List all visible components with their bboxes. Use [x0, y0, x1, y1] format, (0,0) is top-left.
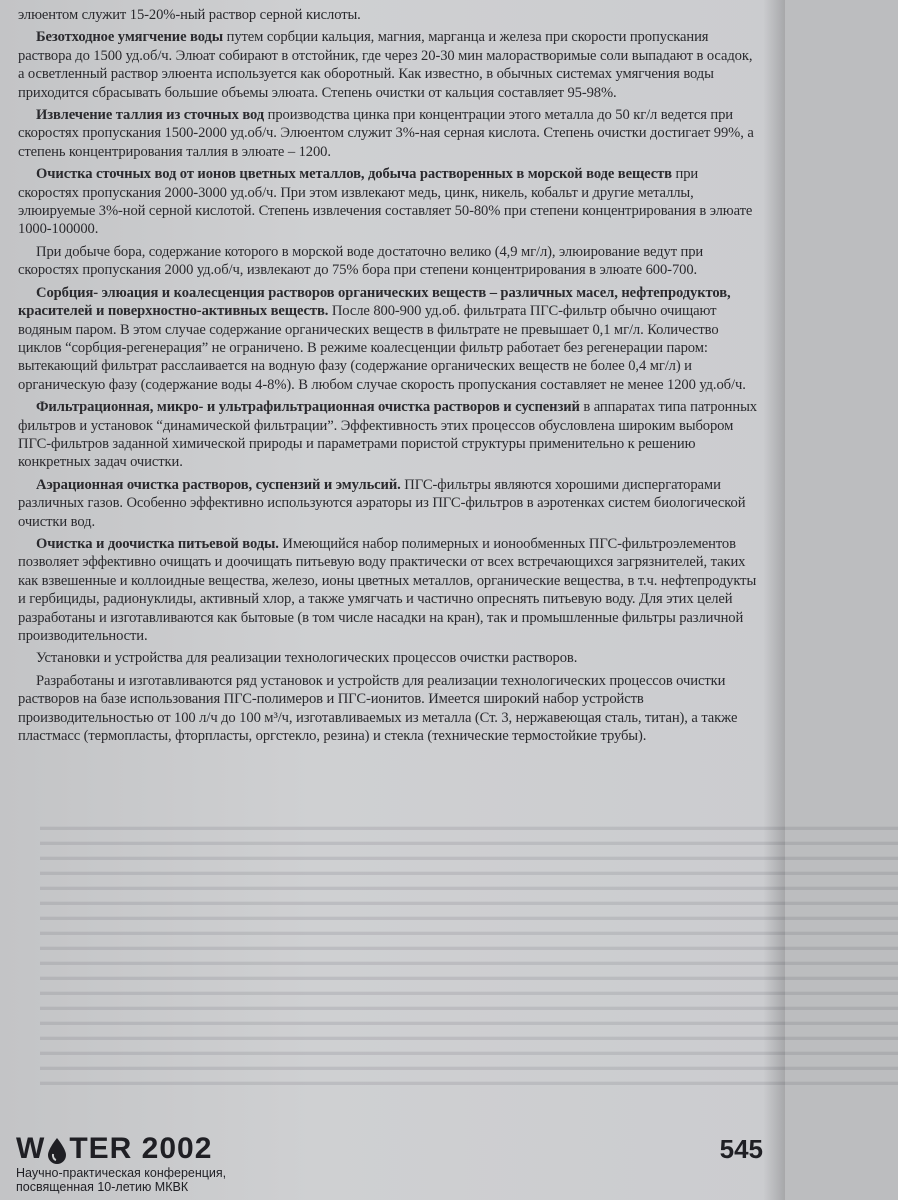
paragraph-text: Установки и устройства для реализации технологических процессов очистки растворов.: [36, 650, 578, 667]
paragraph-8: [18, 535, 760, 645]
paragraph-text: ПГС-фильтры являются хорошими диспергаторами различных газов. Особенно эффективно используются аэраторы из ПГС-фильтров в аэротенках систем биологической очистки вод.: [18, 476, 746, 530]
page-number: 545: [719, 1134, 763, 1164]
logo-letter-w: W: [16, 1132, 46, 1165]
paragraph-heading: Очистка сточных вод от ионов цветных металлов, добыча растворенных в морской воде веществ: [36, 166, 672, 183]
logo-wordmark-rest: TER 2002: [69, 1132, 213, 1165]
paragraph-0: [18, 6, 760, 24]
paragraph-heading: Очистка и доочистка питьевой воды.: [36, 535, 279, 552]
paragraph-text: Разработаны и изготавливаются ряд установок и устройств для реализации технологических процессов очистки растворов на базе использования ПГС-полимеров и ПГС-ионитов. Имеется широкий набор устройств производительностью от 100 л/ч до 100 м³/ч, изготавливаемых из металла (Ст. 3, нержавеющая сталь, титан), а также пластмасс (термопласты, фторпласты, оргстекло, резина) и стекла (технические термостойкие трубы).: [18, 672, 738, 745]
paragraph-text: Имеющийся набор полимерных и ионообменных ПГС-фильтроэлементов позволяет эффективно очищать и доочищать питьевую воду практически от всех встречающихся загрязнителей, таких как взвешенные и коллоидные вещества, железо, ионы цветных металлов, органические вещества, в т.ч. нефтепродукты и гербициды, радионуклиды, активный хлор, а также умягчать и частично опреснять питьевую воду. Для этих целей разработаны и изготавливаются как бытовые (в том числе насадки на кран), так и промышленные фильтры различной производительности.: [18, 535, 757, 644]
logo-subtitle-line-1: Научно-практическая конференция,: [16, 1166, 227, 1180]
paragraph-text: в аппаратах типа патронных фильтров и установок “динамической фильтрации”. Эффективность этих процессов обусловлена широким выбором ПГС-фильтров заданной химической природы и параметрами пористой структуры применительно к решению конкретных задач очистки.: [18, 399, 757, 471]
logo-subtitle-line-2: посвященная 10-летию МКВК: [16, 1180, 189, 1194]
binding-shadow: [763, 0, 785, 1200]
bleed-through-texture: ▬▬▬▬▬▬▬▬▬▬▬▬▬▬▬▬▬▬▬▬▬▬▬▬▬▬▬▬▬▬▬▬▬▬▬▬▬▬▬▬▬▬▬▬▬▬▬▬▬▬▬▬▬▬▬▬▬▬▬▬▬▬▬▬▬▬▬▬▬▬▬▬▬▬▬▬▬▬ ▬▬▬▬▬▬▬▬▬▬▬▬▬▬▬▬▬▬▬▬▬▬▬▬▬▬▬▬▬▬▬▬▬▬▬▬▬▬▬▬▬▬▬▬▬▬▬▬▬▬▬▬▬▬▬▬▬▬▬▬▬▬▬▬▬▬▬▬▬▬▬▬▬▬▬▬▬▬ ▬▬▬▬▬▬▬▬▬▬▬▬▬▬▬▬▬▬▬▬▬▬▬▬▬▬▬▬▬▬▬▬▬▬▬▬▬▬▬▬▬▬▬▬▬▬▬▬▬▬▬▬▬▬▬▬▬▬▬▬▬▬▬▬▬▬▬▬▬▬▬▬▬▬▬▬▬▬ ▬▬▬▬▬▬▬▬▬▬▬▬▬▬▬▬▬▬▬▬▬▬▬▬▬▬▬▬▬▬▬▬▬▬▬▬▬▬▬▬▬▬▬▬▬▬▬▬▬▬▬▬▬▬▬▬▬▬▬▬▬▬▬▬▬▬▬▬▬▬▬▬▬▬▬▬▬▬ ▬▬▬▬▬▬▬▬▬▬▬▬▬▬▬▬▬▬▬▬▬▬▬▬▬▬▬▬▬▬▬▬▬▬▬▬▬▬▬▬▬▬▬▬▬▬▬▬▬▬▬▬▬▬▬▬▬▬▬▬▬▬▬▬▬▬▬▬▬▬▬▬▬▬▬▬▬▬ ▬▬▬▬▬▬▬▬▬▬▬▬▬▬▬▬▬▬▬▬▬▬▬▬▬▬▬▬▬▬▬▬▬▬▬▬▬▬▬▬▬▬▬▬▬▬▬▬▬▬▬▬▬▬▬▬▬▬▬▬▬▬▬▬▬▬▬▬▬▬▬▬▬▬▬▬▬▬ ▬▬▬▬▬▬▬▬▬▬▬▬▬▬▬▬▬▬▬▬▬▬▬▬▬▬▬▬▬▬▬▬▬▬▬▬▬▬▬▬▬▬▬▬▬▬▬▬▬▬▬▬▬▬▬▬▬▬▬▬▬▬▬▬▬▬▬▬▬▬▬▬▬▬▬▬▬▬ ▬▬▬▬▬▬▬▬▬▬▬▬▬▬▬▬▬▬▬▬▬▬▬▬▬▬▬▬▬▬▬▬▬▬▬▬▬▬▬▬▬▬▬▬▬▬▬▬▬▬▬▬▬▬▬▬▬▬▬▬▬▬▬▬▬▬▬▬▬▬▬▬▬▬▬▬▬▬ ▬▬▬▬▬▬▬▬▬▬▬▬▬▬▬▬▬▬▬▬▬▬▬▬▬▬▬▬▬▬▬▬▬▬▬▬▬▬▬▬▬▬▬▬▬▬▬▬▬▬▬▬▬▬▬▬▬▬▬▬▬▬▬▬▬▬▬▬▬▬▬▬▬▬▬▬▬▬ ▬▬▬▬▬▬▬▬▬▬▬▬▬▬▬▬▬▬▬▬▬▬▬▬▬▬▬▬▬▬▬▬▬▬▬▬▬▬▬▬▬▬▬▬▬▬▬▬▬▬▬▬▬▬▬▬▬▬▬▬▬▬▬▬▬▬▬▬▬▬▬▬▬▬▬▬▬▬ ▬▬▬▬▬▬▬▬▬▬▬▬▬▬▬▬▬▬▬▬▬▬▬▬▬▬▬▬▬▬▬▬▬▬▬▬▬▬▬▬▬▬▬▬▬▬▬▬▬▬▬▬▬▬▬▬▬▬▬▬▬▬▬▬▬▬▬▬▬▬▬▬▬▬▬▬▬▬ ▬▬▬▬▬▬▬▬▬▬▬▬▬▬▬▬▬▬▬▬▬▬▬▬▬▬▬▬▬▬▬▬▬▬▬▬▬▬▬▬▬▬▬▬▬▬▬▬▬▬▬▬▬▬▬▬▬▬▬▬▬▬▬▬▬▬▬▬▬▬▬▬▬▬▬▬▬▬ ▬▬▬▬▬▬▬▬▬▬▬▬▬▬▬▬▬▬▬▬▬▬▬▬▬▬▬▬▬▬▬▬▬▬▬▬▬▬▬▬▬▬▬▬▬▬▬▬▬▬▬▬▬▬▬▬▬▬▬▬▬▬▬▬▬▬▬▬▬▬▬▬▬▬▬▬▬▬ ▬▬▬▬▬▬▬▬▬▬▬▬▬▬▬▬▬▬▬▬▬▬▬▬▬▬▬▬▬▬▬▬▬▬▬▬▬▬▬▬▬▬▬▬▬▬▬▬▬▬▬▬▬▬▬▬▬▬▬▬▬▬▬▬▬▬▬▬▬▬▬▬▬▬▬▬▬▬ ▬▬▬▬▬▬▬▬▬▬▬▬▬▬▬▬▬▬▬▬▬▬▬▬▬▬▬▬▬▬▬▬▬▬▬▬▬▬▬▬▬▬▬▬▬▬▬▬▬▬▬▬▬▬▬▬▬▬▬▬▬▬▬▬▬▬▬▬▬▬▬▬▬▬▬▬▬▬ ▬▬▬▬▬▬▬▬▬▬▬▬▬▬▬▬▬▬▬▬▬▬▬▬▬▬▬▬▬▬▬▬▬▬▬▬▬▬▬▬▬▬▬▬▬▬▬▬▬▬▬▬▬▬▬▬▬▬▬▬▬▬▬▬▬▬▬▬▬▬▬▬▬▬▬▬▬▬ ▬▬▬▬▬▬▬▬▬▬▬▬▬▬▬▬▬▬▬▬▬▬▬▬▬▬▬▬▬▬▬▬▬▬▬▬▬▬▬▬▬▬▬▬▬▬▬▬▬▬▬▬▬▬▬▬▬▬▬▬▬▬▬▬▬▬▬▬▬▬▬▬▬▬▬▬▬▬ ▬▬▬▬▬▬▬▬▬▬▬▬▬▬▬▬▬▬▬▬▬▬▬▬▬▬▬▬▬▬▬▬▬▬▬▬▬▬▬▬▬▬▬▬▬▬▬▬▬▬▬▬▬▬▬▬▬▬▬▬▬▬▬▬▬▬▬▬▬▬▬▬▬▬▬▬▬▬: [40, 821, 898, 1088]
paragraph-text: при скоростях пропускания 2000-3000 уд.об/ч. При этом извлекают медь, цинк, никель, кобальт и другие металлы, элюируемые 3%-ной серной кислотой. Степень извлечения составляет 50-80% при степени концентрирования в элюате 1000-100000.: [18, 166, 753, 238]
paragraph-text: производства цинка при концентрации этого металла до 50 кг/л ведется при скоростях пропускания 1500-2000 уд.об/ч. Элюентом служит 3%-ная серная кислота. Степень очистки достигает 99%, а степень концентрирования таллия в элюате – 1200.: [18, 107, 754, 160]
paragraph-text: После 800-900 уд.об. фильтрата ПГС-фильтр обычно очищают водяным паром. В этом случае содержание органических веществ в фильтрате не превышает 0,1 мг/л. Количество циклов “сорбция-регенерация” не ограничено. В режиме коалесценции фильтр работает без регенерации паром: вытекающий фильтрат расслаивается на водную фазу (содержание органических веществ не более 0,4 мг/л) и органическую фазу (содержание воды 4-8%). В любом случае скорость пропускания составляет не менее 1200 уд.об/ч.: [18, 303, 746, 393]
paragraph-6: [18, 398, 760, 472]
paragraph-text: При добыче бора, содержание которого в морской воде достаточно велико (4,9 мг/л), элюирование ведут при скоростях пропускания 2000 уд.об/ч, извлекают до 75% бора при степени концентрирования в элюате 600-700.: [18, 243, 704, 279]
paragraph-text: элюентом служит 15-20%-ный раствор серной кислоты.: [18, 7, 361, 23]
paragraph-heading: Аэрационная очистка растворов, суспензий и эмульсий.: [36, 476, 401, 493]
paragraph-4: [18, 243, 760, 280]
paragraph-10: [18, 672, 760, 746]
paragraph-7: [18, 476, 760, 531]
paragraph-heading: Сорбция- элюация и коалесценция растворов органических веществ – различных масел, нефтепродуктов, красителей и поверхностно-активных веществ.: [18, 284, 731, 320]
paragraph-heading: Извлечение таллия из сточных вод: [36, 107, 265, 124]
conference-logo: [16, 1132, 226, 1194]
logo-wordmark: [16, 1132, 226, 1166]
paragraph-heading: Безотходное умягчение воды: [36, 29, 224, 46]
paragraph-9: [18, 649, 760, 667]
paragraph-5: [18, 284, 760, 394]
paragraph-1: [18, 28, 760, 102]
paragraph-2: [18, 106, 760, 161]
paragraph-text: путем сорбции кальция, магния, марганца и железа при скорости пропускания раствора до 1500 уд.об/ч. Элюат собирают в отстойник, где через 20-30 мин малорастворимые соли выпадают в осадок, а осветленный раствор элюента используется как оборотный. Как известно, в обычных системах умягчения воды приходится сбрасывать большие объемы элюата. Степень очистки от кальция составляет 95-98%.: [18, 29, 753, 101]
water-drop-icon: [46, 1137, 68, 1165]
paragraph-3: [18, 165, 760, 239]
paragraph-heading: Фильтрационная, микро- и ультрафильтрационная очистка растворов и суспензий: [36, 399, 580, 416]
body-text: [18, 6, 760, 749]
